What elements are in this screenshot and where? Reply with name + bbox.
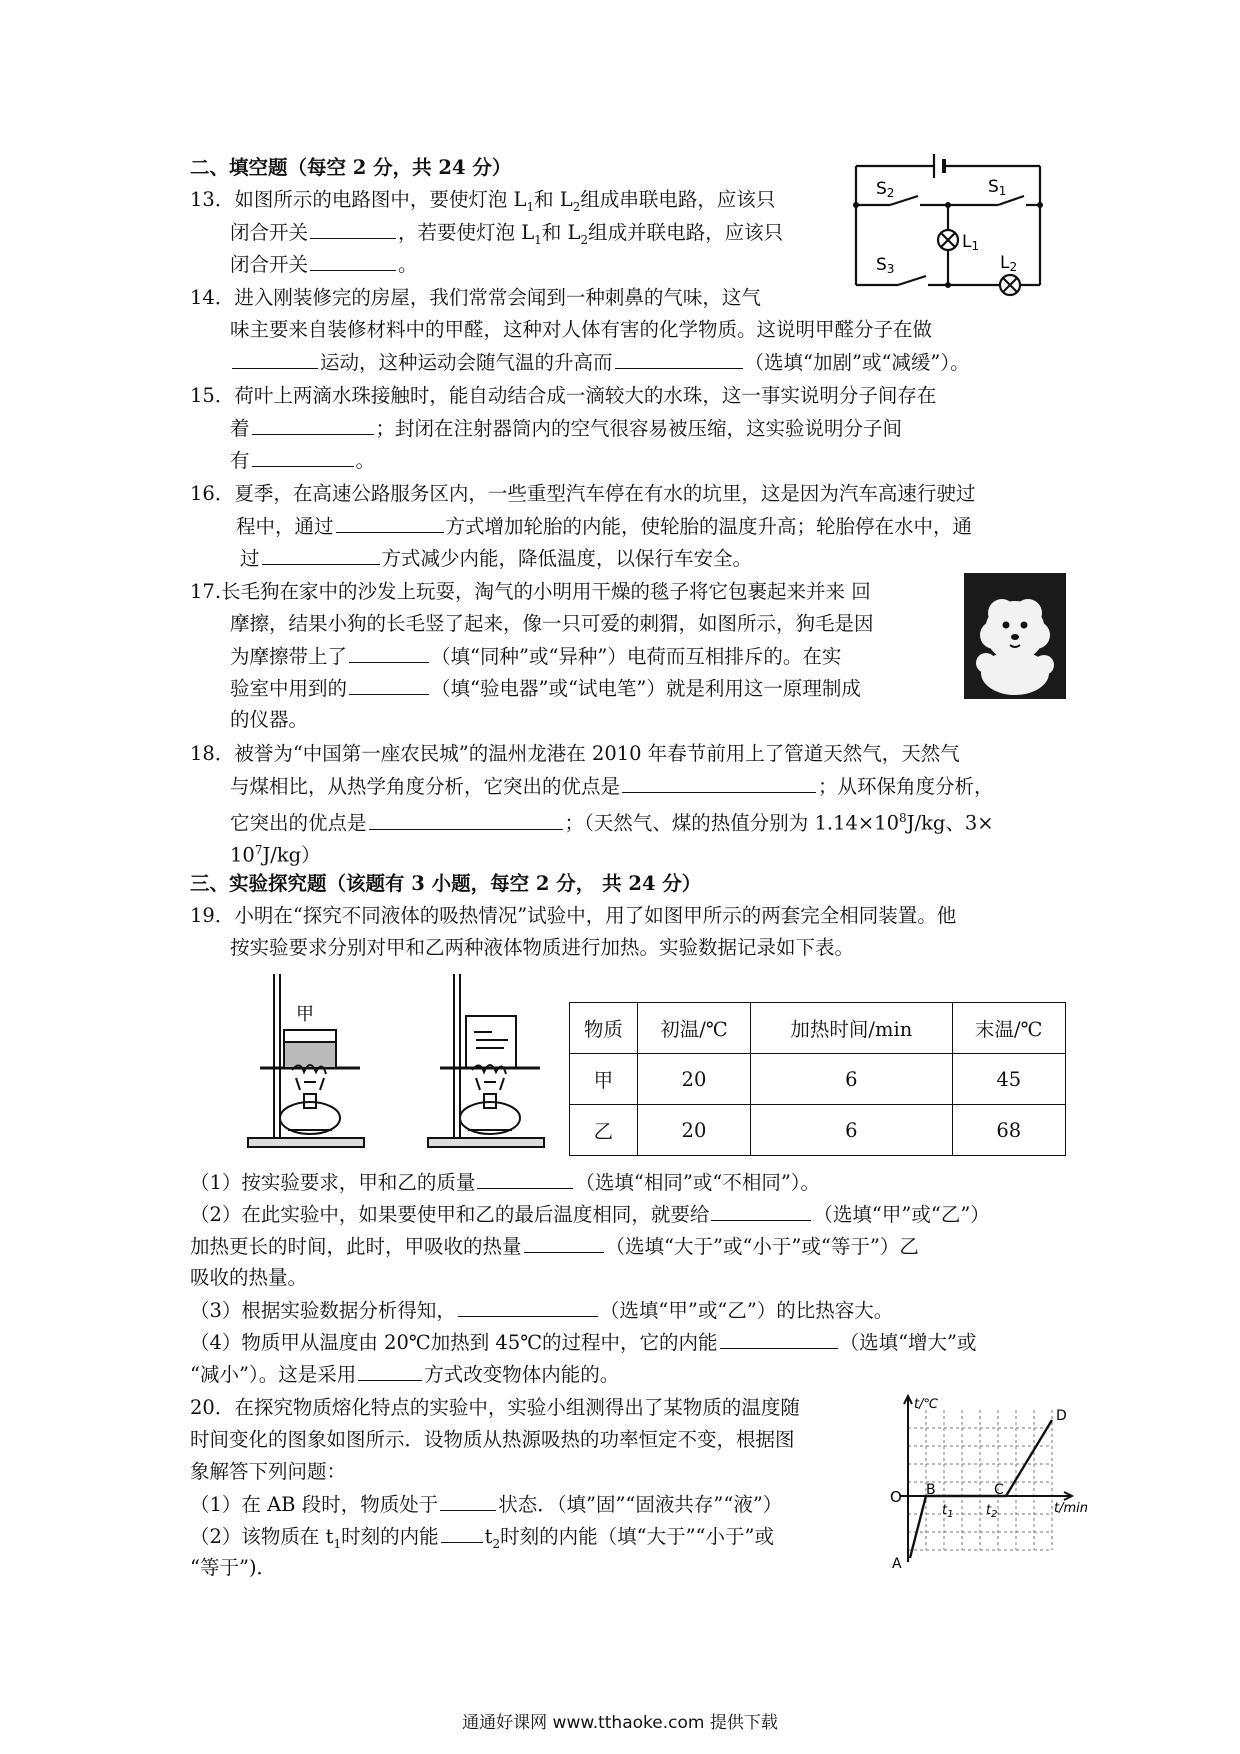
table-cell: 45 [952, 1054, 1066, 1105]
graph-t1-label: $t_1$ [942, 1503, 954, 1520]
switch-s2-label: S2 [876, 179, 895, 200]
table-header-cell: 物质 [570, 1003, 638, 1054]
answer-blank[interactable] [720, 1330, 838, 1349]
table-cell: 乙 [570, 1105, 638, 1156]
answer-blank[interactable] [622, 774, 816, 793]
q20-part-2-end: “等于”)． [190, 1556, 277, 1579]
q14-line-1: 14．进入刚装修完的房屋，我们常常会闻到一种刺鼻的气味，这气 [190, 286, 761, 309]
q13-line-3: 闭合开关 。 [230, 253, 418, 276]
q13-line-1: 13．如图所示的电路图中，要使灯泡 $L_1$和 $L_2$组成串联电路，应该只 [190, 188, 776, 214]
q19-part-4-cont: “减小”）。这是采用 方式改变物体内能的。 [190, 1363, 620, 1386]
q20-part-2: （2）该物质在 $t_1$时刻的内能 $t_2$时刻的内能（填“大于”“小于”或 [190, 1525, 774, 1551]
q13-line-2: 闭合开关 ，若要使灯泡 $L_1$和 $L_2$组成并联电路，应该只 [230, 221, 784, 247]
q14-line-3: 运动，这种运动会随气温的升高而 （选填“加剧”或“减缓”）。 [230, 350, 970, 375]
answer-blank[interactable] [358, 1362, 422, 1381]
answer-blank[interactable] [615, 350, 743, 369]
q15-line-2: 着 ；封闭在注射器筒内的空气很容易被压缩，这实验说明分子间 [230, 417, 903, 440]
graph-y-label: t/℃ [914, 1397, 939, 1412]
answer-blank[interactable] [477, 1170, 573, 1189]
q15-line-1: 15．荷叶上两滴水珠接触时，能自动结合成一滴较大的水珠，这一事实说明分子间存在 [190, 384, 937, 407]
q18-line-2: 与煤相比，从热学角度分析，它突出的优点是 ；从环保角度分析， [230, 775, 994, 798]
table-row [570, 1054, 1066, 1105]
switch-s1-label: S1 [988, 177, 1007, 198]
table-header-cell: 末温/℃ [952, 1003, 1066, 1054]
graph-point-c: C [994, 1482, 1004, 1498]
graph-x-label: t/min [1054, 1501, 1088, 1516]
graph-t2-label: $t_2$ [986, 1503, 998, 1520]
q20-line-1: 20．在探究物质熔化特点的实验中，实验小组测得出了某物质的温度随 [190, 1396, 800, 1419]
q17-line-5: 的仪器。 [230, 708, 309, 731]
graph-point-a: A [892, 1556, 902, 1570]
table-row [570, 1105, 1066, 1156]
q19-part-1: （1）按实验要求，甲和乙的质量 （选填“相同”或“不相同”）。 [190, 1171, 821, 1194]
heating-apparatus-yi [420, 970, 560, 1155]
graph-point-d: D [1056, 1408, 1067, 1424]
answer-blank[interactable] [252, 416, 374, 435]
answer-blank[interactable] [711, 1202, 811, 1221]
answer-blank[interactable] [310, 220, 396, 239]
answer-blank[interactable] [336, 514, 444, 533]
answer-blank[interactable] [232, 350, 318, 369]
section-3-title: 三、实验探究题（该题有 3 小题，每空 2 分， 共 24 分） [190, 872, 702, 895]
answer-blank[interactable] [349, 676, 429, 695]
q16-line-3: 过 方式减少内能，降低温度，以保行车安全。 [240, 547, 753, 570]
switch-s3-label: S3 [876, 255, 895, 276]
q16-line-2: 程中，通过 方式增加轮胎的内能，使轮胎的温度升高；轮胎停在水中，通 [236, 515, 973, 538]
q17-line-4: 验室中用到的 （填“验电器”或“试电笔”）就是利用这一原理制成 [230, 677, 861, 700]
fluffy-dog-photo [964, 573, 1066, 699]
graph-point-b: B [926, 1482, 936, 1498]
q19-part-2-end: 吸收的热量。 [190, 1266, 308, 1289]
table-header-cell: 加热时间/min [751, 1003, 952, 1054]
table-cell: 20 [637, 1105, 750, 1156]
q18-line-1: 18．被誉为“中国第一座农民城”的温州龙港在 2010 年春节前用上了管道天然气，天然气 [190, 742, 960, 765]
q19-part-2: （2）在此实验中，如果要使甲和乙的最后温度相同，就要给 （选填“甲”或“乙”） [190, 1203, 990, 1226]
table-cell: 20 [637, 1054, 750, 1105]
q14-line-2: 味主要来自装修材料中的甲醛，这种对人体有害的化学物质。这说明甲醛分子在做 [230, 318, 933, 341]
table-header-row [570, 1003, 1066, 1054]
label-jia: 甲 [296, 1004, 314, 1025]
q15-line-3: 有 。 [230, 449, 376, 472]
q17-line-3: 为摩擦带上了 （填“同种”或“异种”）电荷而互相排斥的。在实 [230, 645, 842, 668]
answer-blank[interactable] [458, 1298, 598, 1317]
melting-graph [880, 1390, 1100, 1570]
section-2-title: 二、填空题（每空 2 分，共 24 分） [190, 156, 512, 179]
q18-line-3: 它突出的优点是 ；（天然气、煤的热值分别为 $1.14\times 10^8J/kg$、3× [230, 811, 994, 835]
lamp-l2-label: L2 [1000, 253, 1018, 274]
table-cell: 6 [751, 1054, 952, 1105]
data-table [569, 1002, 1066, 1156]
q19-part-2-cont: 加热更长的时间，此时，甲吸收的热量 （选填“大于”或“小于”或“等于”）乙 [190, 1235, 919, 1258]
answer-blank[interactable] [441, 1524, 483, 1543]
q19-line-2: 按实验要求分别对甲和乙两种液体物质进行加热。实验数据记录如下表。 [230, 936, 855, 959]
answer-blank[interactable] [252, 448, 354, 467]
q19-line-1: 19．小明在“探究不同液体的吸热情况”试验中，用了如图甲所示的两套完全相同装置。他 [190, 904, 957, 927]
circuit-diagram [850, 150, 1050, 300]
q18-line-4: $10^7J/kg$） [230, 843, 321, 867]
q20-line-3: 象解答下列问题： [190, 1460, 347, 1483]
table-cell: 甲 [570, 1054, 638, 1105]
page-footer: 通通好课网 www.tthaoke.com 提供下载 [462, 1713, 778, 1733]
table-cell: 6 [751, 1105, 952, 1156]
answer-blank[interactable] [310, 252, 396, 271]
answer-blank[interactable] [440, 1492, 496, 1511]
graph-origin-label: O [890, 1488, 902, 1506]
q19-part-4: （4）物质甲从温度由 20℃加热到 45℃的过程中，它的内能 （选填“增大”或 [190, 1331, 977, 1354]
q16-line-1: 16．夏季，在高速公路服务区内，一些重型汽车停在有水的坑里，这是因为汽车高速行驶过 [190, 482, 976, 505]
answer-blank[interactable] [524, 1234, 604, 1253]
q17-line-1: 17.长毛狗在家中的沙发上玩耍，淘气的小明用干燥的毯子将它包裹起来并来 回 [190, 580, 871, 603]
lamp-l1-label: L1 [962, 232, 980, 253]
q19-part-3: （3）根据实验数据分析得知， （选填“甲”或“乙”）的比热容大。 [190, 1299, 894, 1322]
q20-part-1: （1）在 AB 段时，物质处于 状态．（填”固”“固液共存”“液”） [190, 1493, 783, 1516]
answer-blank[interactable] [369, 811, 563, 830]
table-cell: 68 [952, 1105, 1066, 1156]
heating-apparatus-jia [240, 970, 380, 1155]
q17-line-2: 摩擦，结果小狗的长毛竖了起来，像一只可爱的刺猬，如图所示，狗毛是因 [230, 612, 874, 635]
q20-line-2: 时间变化的图象如图所示．设物质从热源吸热的功率恒定不变，根据图 [190, 1428, 795, 1451]
answer-blank[interactable] [349, 644, 429, 663]
table-header-cell: 初温/℃ [637, 1003, 750, 1054]
answer-blank[interactable] [262, 546, 380, 565]
